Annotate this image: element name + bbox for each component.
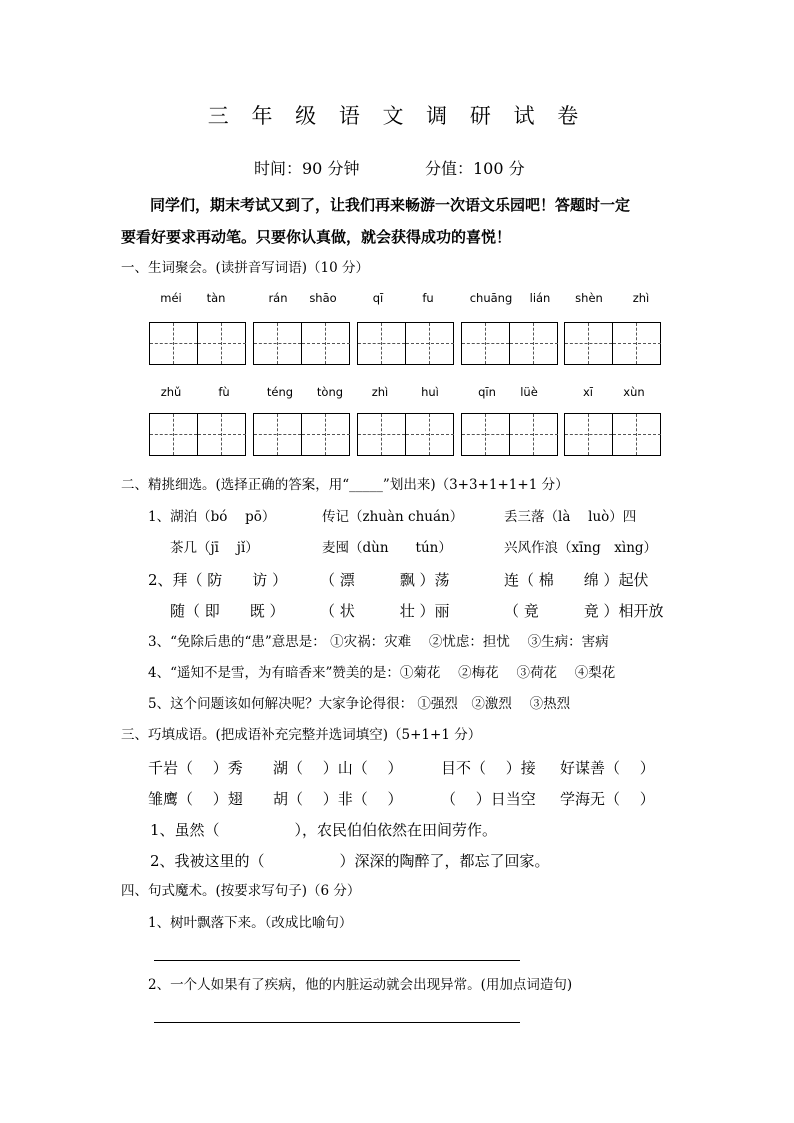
question-2-1d: 茶几（jī jǐ） (170, 540, 259, 556)
pinyin: fù (218, 385, 230, 399)
answer-line-2[interactable] (154, 1022, 520, 1023)
pinyin: qī (372, 291, 384, 305)
section-2-heading: 二、精挑细选。(选择正确的答案，用“_____”划出来)（3+3+1+1+1 分） (121, 477, 569, 493)
pinyin: lüè (520, 385, 538, 399)
time-label: 时间：90 分钟 (254, 159, 360, 178)
writing-grid[interactable] (461, 413, 558, 456)
question-2-2c: 连（ 棉 绵 ）起伏 (504, 571, 649, 589)
writing-grid[interactable] (357, 413, 454, 456)
question-2-3: 3、“免除后患的“患”意思是： ①灾祸：灾难 ②忧虑：担忧 ③生病：害病 (148, 634, 609, 650)
fill-sentence-2: 2、我被这里的（ ）深深的陶醉了，都忘了回家。 (150, 852, 550, 870)
writing-grid[interactable] (564, 413, 661, 456)
pinyin: xùn (623, 385, 645, 399)
pinyin: méi (160, 291, 182, 305)
idiom-5: 雏鹰（ ）翅 (148, 790, 243, 808)
pinyin: qīn (478, 385, 496, 399)
idiom-8: 学海无（ ） (560, 790, 655, 808)
question-2-5: 5、这个问题该如何解决呢？大家争论得很： ①强烈 ②激烈 ③热烈 (148, 696, 571, 712)
pinyin: zhì (371, 385, 389, 399)
question-2-1c: 丢三落（là luò）四 (504, 509, 637, 525)
idiom-6: 胡（ ）非（ ） (273, 790, 403, 808)
rewrite-question-1: 1、树叶飘落下来。（改成比喻句） (148, 915, 353, 931)
question-2-1b: 传记（zhuàn chuán） (322, 509, 464, 525)
intro-line-2: 要看好要求再动笔。只要你认真做，就会获得成功的喜悦！ (121, 228, 512, 246)
section-1-heading: 一、生词聚会。(读拼音写词语)（10 分） (121, 260, 370, 276)
idiom-3: 目不（ ）接 (441, 759, 536, 777)
score-label: 分值：100 分 (425, 159, 525, 178)
writing-grid[interactable] (253, 413, 350, 456)
pinyin: fu (422, 291, 434, 305)
pinyin: huì (421, 385, 439, 399)
pinyin: lián (529, 291, 551, 305)
writing-grid[interactable] (461, 322, 558, 365)
question-2-1e: 麦囤（dùn tún） (322, 540, 452, 556)
idiom-1: 千岩（ ）秀 (148, 759, 243, 777)
question-2-2a: 2、拜（ 防 访 ） (148, 571, 288, 589)
pinyin: xī (582, 385, 593, 399)
pinyin: rán (268, 291, 288, 305)
writing-grid[interactable] (253, 322, 350, 365)
idiom-4: 好谋善（ ） (560, 759, 655, 777)
intro-line-1: 同学们，期末考试又到了，让我们再来畅游一次语文乐园吧！答题时一定 (150, 196, 631, 214)
idiom-2: 湖（ ）山（ ） (273, 759, 403, 777)
section-3-heading: 三、巧填成语。(把成语补充完整并选词填空)（5+1+1 分） (121, 727, 482, 743)
section-4-heading: 四、句式魔术。(按要求写句子)（6 分） (121, 883, 361, 899)
pinyin: zhǔ (160, 385, 182, 399)
pinyin: zhì (632, 291, 650, 305)
idiom-7: （ ）日当空 (441, 790, 536, 808)
pinyin: shāo (309, 291, 337, 305)
page-title: 三 年 级 语 文 调 研 试 卷 (207, 104, 587, 128)
writing-grid[interactable] (149, 413, 246, 456)
question-2-4: 4、“遥知不是雪，为有暗香来”赞美的是：①菊花 ②梅花 ③荷花 ④梨花 (148, 665, 616, 681)
question-2-1a: 1、湖泊（bó pō） (148, 509, 276, 525)
pinyin: téng (266, 385, 294, 399)
pinyin: chuāng (469, 291, 513, 305)
answer-line-1[interactable] (154, 960, 520, 961)
pinyin: shèn (575, 291, 603, 305)
pinyin: tòng (316, 385, 344, 399)
question-2-2b: （ 漂 飘 ）荡 (320, 571, 450, 589)
question-2-2d: 随（ 即 既 ） (170, 602, 285, 620)
question-2-2f: （ 竟 竟 ）相开放 (504, 602, 664, 620)
pinyin: tàn (206, 291, 226, 305)
writing-grid[interactable] (357, 322, 454, 365)
fill-sentence-1: 1、虽然（ ），农民伯伯依然在田间劳作。 (150, 821, 498, 839)
rewrite-question-2: 2、一个人如果有了疾病，他的内脏运动就会出现异常。(用加点词造句) (148, 977, 573, 993)
writing-grid[interactable] (149, 322, 246, 365)
question-2-2e: （ 状 壮 ）丽 (320, 602, 450, 620)
question-2-1f: 兴风作浪（xīng xìng） (504, 540, 658, 556)
writing-grid[interactable] (564, 322, 661, 365)
